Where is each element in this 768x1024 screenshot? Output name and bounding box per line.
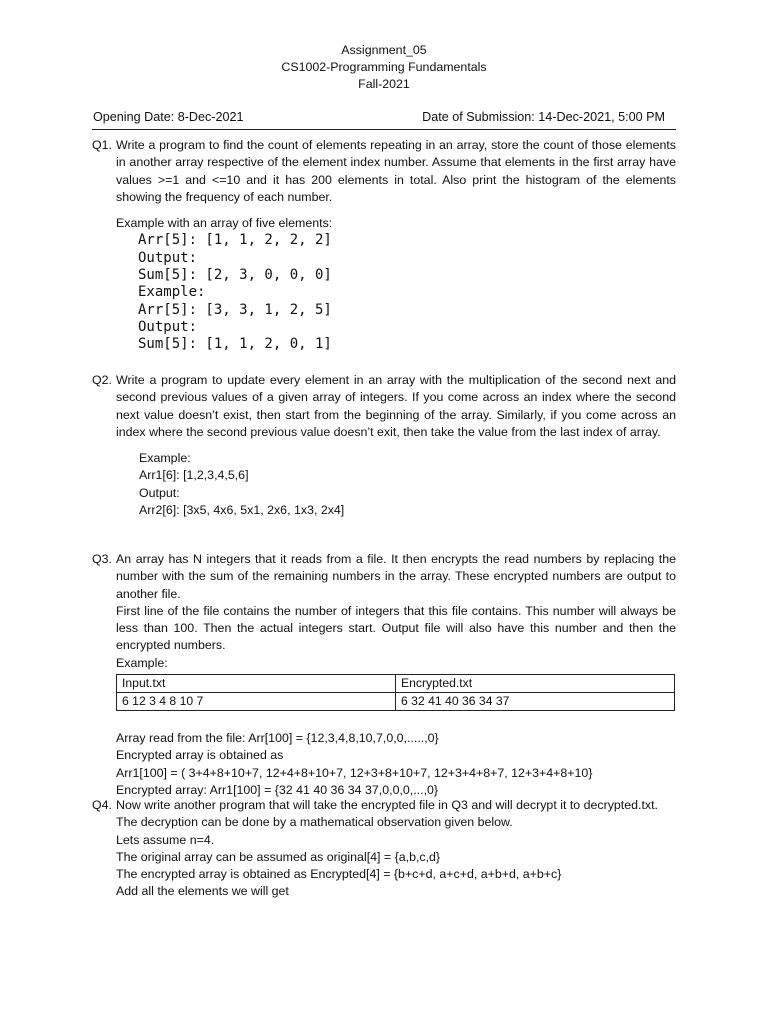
code-line: Arr[5]: [3, 3, 1, 2, 5] [138,301,332,318]
submission-date: Date of Submission: 14-Dec-2021, 5:00 PM [422,110,665,124]
text-line: Array read from the file: Arr[100] = {12,3,4,8,10,7,0,0,.....,0} [116,731,439,746]
text-line: Encrypted array: Arr1[100] = {32 41 40 36 34 37,0,0,0,...,0} [116,782,439,797]
code-line: Sum[5]: [1, 1, 2, 0, 1] [138,336,332,353]
question-number: Q4. [92,798,112,812]
question-4 [92,797,676,901]
code-line: Output: [138,249,198,266]
question-text: Write a program to update every element in an array with the multiplication of the second next and second previous values of a given array of integers. If you come across an index where the second next value doesn’t exist, then start from the beginning of the array. Similarly, if you come across an index where the second previous value doesn’t exit, then take the value from the last index of array. [116,373,676,439]
example-label: Example: [139,451,191,466]
example-label: Example: [116,655,168,670]
header-divider [92,129,676,130]
example-input: Arr1[6]: [1,2,3,4,5,6] [139,468,249,483]
io-table [116,674,675,711]
question-number: Q2. [92,373,112,387]
assignment-title: Assignment_05 [341,43,427,57]
output-label: Output: [139,485,180,500]
text-line: The decryption can be done by a mathematical observation given below. [116,815,513,830]
table-header: Encrypted.txt [396,675,675,693]
table-header-row [117,675,675,693]
text-line: The original array can be assumed as original[4] = {a,b,c,d} [116,849,441,864]
question-text: Now write another program that will take the encrypted file in Q3 and will decrypt it to decrypted.txt. [116,798,658,812]
text-line: Lets assume n=4. [116,832,215,847]
table-row [117,693,675,711]
code-line: Output: [138,318,198,335]
term: Fall-2021 [358,77,410,91]
question-number: Q3. [92,552,112,566]
text-line: Encrypted array is obtained as [116,748,284,763]
document-header [0,42,768,93]
opening-date: Opening Date: 8-Dec-2021 [93,110,244,124]
date-row [93,109,665,126]
text-line: Arr1[100] = ( 3+4+8+10+7, 12+4+8+10+7, 12+3+8+10+7, 12+3+4+8+7, 12+3+4+8+10} [116,765,593,780]
question-3 [92,551,676,799]
code-line: Example: [138,284,206,301]
question-2 [92,372,676,519]
course-name: CS1002-Programming Fundamentals [281,60,487,74]
example-intro: Example with an array of five elements: [116,216,333,231]
table-cell: 6 32 41 40 36 34 37 [396,693,675,711]
question-1 [92,137,676,354]
question-text: An array has N integers that it reads from a file. It then encrypts the read numbers by replacing the number with the sum of the remaining numbers in the array. These encrypted numbers are output to another file. [116,552,676,601]
table-header: Input.txt [117,675,396,693]
question-number: Q1. [92,138,112,152]
code-line: Arr[5]: [1, 1, 2, 2, 2] [138,232,332,249]
text-line: Add all the elements we will get [116,884,289,899]
question-text: Write a program to find the count of elements repeating in an array, store the count of those elements in another array respective of the element index number. Assume that elements in the first array have values >=1 and <=10 and it has 200 elements in total. Also print the histogram of the elements showing the frequency of each number. [116,138,676,204]
text-line: The encrypted array is obtained as Encrypted[4] = {b+c+d, a+c+d, a+b+d, a+b+c} [116,867,562,882]
question-text-2: First line of the file contains the number of integers that this file contains. This number will always be less than 100. Then the actual integers start. Output file will also have this number and then the encrypted numbers. [116,603,676,653]
example-output: Arr2[6]: [3x5, 4x6, 5x1, 2x6, 1x3, 2x4] [139,503,345,518]
code-line: Sum[5]: [2, 3, 0, 0, 0] [138,267,332,284]
table-cell: 6 12 3 4 8 10 7 [117,693,396,711]
